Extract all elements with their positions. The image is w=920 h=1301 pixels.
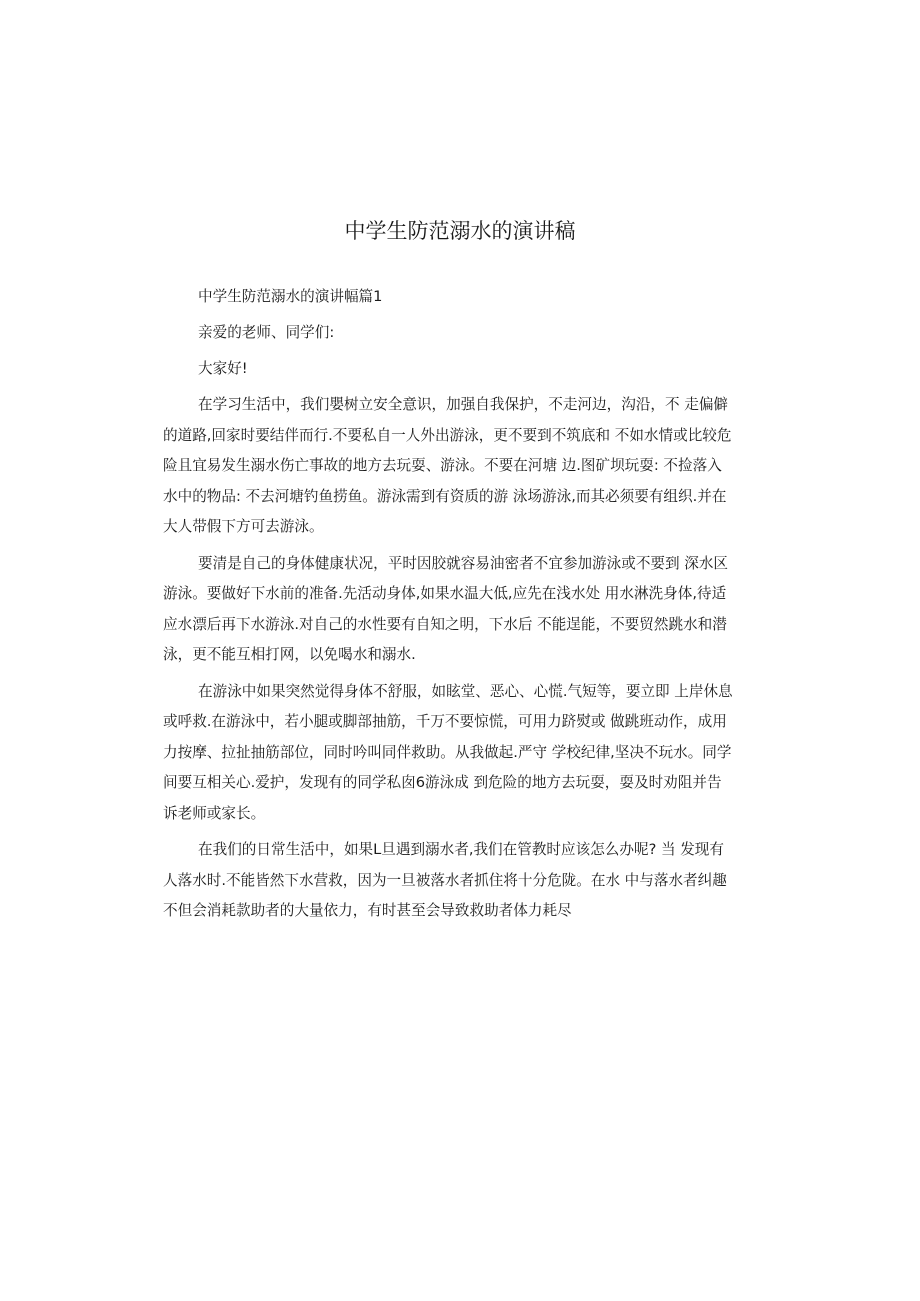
paragraph-line: 大人带假下方可去游泳。: [163, 518, 324, 535]
paragraph-line: 间要互相关心.爱护，发现有的同学私囱6游泳成 到危险的地方去玩耍，耍及时劝阻并告: [163, 774, 722, 791]
paragraph-4: [163, 835, 761, 927]
paragraph-1: [163, 390, 761, 543]
paragraph-line: 在学习生活中，我们嬰树立安全意识，加强自我保护，不走河边，沟沿，不 走偏僻: [198, 396, 729, 413]
paragraph-line: 泳，更不能互相打网，以免喝水和溺水.: [163, 646, 416, 663]
paragraph-line: 险且宜易发生溺水伤亡事故的地方去玩耍、游泳。不要在河塘 边.图矿坝玩耍: 不捡落入: [163, 457, 722, 474]
paragraph-line: 不但会消耗款助者的大量依力，有时甚至会导致救助者体力耗尽: [163, 902, 572, 919]
paragraph-line: 力按摩、拉扯抽筋部位，同时吟叫同伴救助。从我做起.严守 学校纪律,坚决不玩水。同学: [163, 743, 732, 761]
paragraph-line: 在我们的日常生活中，如果L旦遇到溺水者,我们在管教时应该怎么办呢? 当 发现有: [198, 841, 724, 858]
paragraph-line: 诉老师或家长。: [163, 804, 266, 822]
paragraph-line: 或呼救.在游泳中，若小腿或脚部抽筋，千万不要惊慌，可用力跻熨或 做跳班动作，成用: [163, 713, 727, 730]
greeting: 大家好!: [198, 360, 248, 377]
paragraph-line: 应水漂后再下水游泳.对自己的水性要有自知之明，下水后 不能逞能，不要贸然跳水和潜: [163, 615, 727, 633]
section-heading: 中学生防范溺水的演讲幅篇1: [198, 288, 383, 305]
salutation: 亲爱的老师、同学们:: [198, 324, 335, 341]
paragraph-line: 游泳。要做好下水前的准备.先活动身体,如果水温大低,应先在浅水处 用水淋洗身体,待适: [163, 585, 727, 602]
paragraph-line: 要清是自己的身体健康状况，平时因胶就容易油密者不宜参加游泳或不要到 深水区: [198, 554, 729, 572]
paragraph-3: [163, 677, 761, 830]
paragraph-line: 水中的物品: 不去河塘钓鱼捞鱼。游泳需到有资质的游 泳场游泳,而其必须要有组织.并在: [163, 487, 727, 505]
document-title: 中学生防范溺水的演讲稿: [344, 219, 576, 243]
paragraph-line: 的道路,回家时要结伴而行.不要私自一人外出游泳，更不要到不筑底和 不如水情或比较危: [163, 426, 732, 444]
paragraph-line: 人落水时.不能皆然下水营救，因为一旦被落水者抓住将十分危陇。在水 中与落水者纠趣: [163, 871, 727, 889]
document-body: [163, 282, 761, 927]
paragraph-line: 在游泳中如果突然觉得身体不舒服，如眩堂、恶心、心慌.气短等，要立即 上岸休息: [198, 682, 733, 700]
paragraph-2: [163, 549, 761, 671]
